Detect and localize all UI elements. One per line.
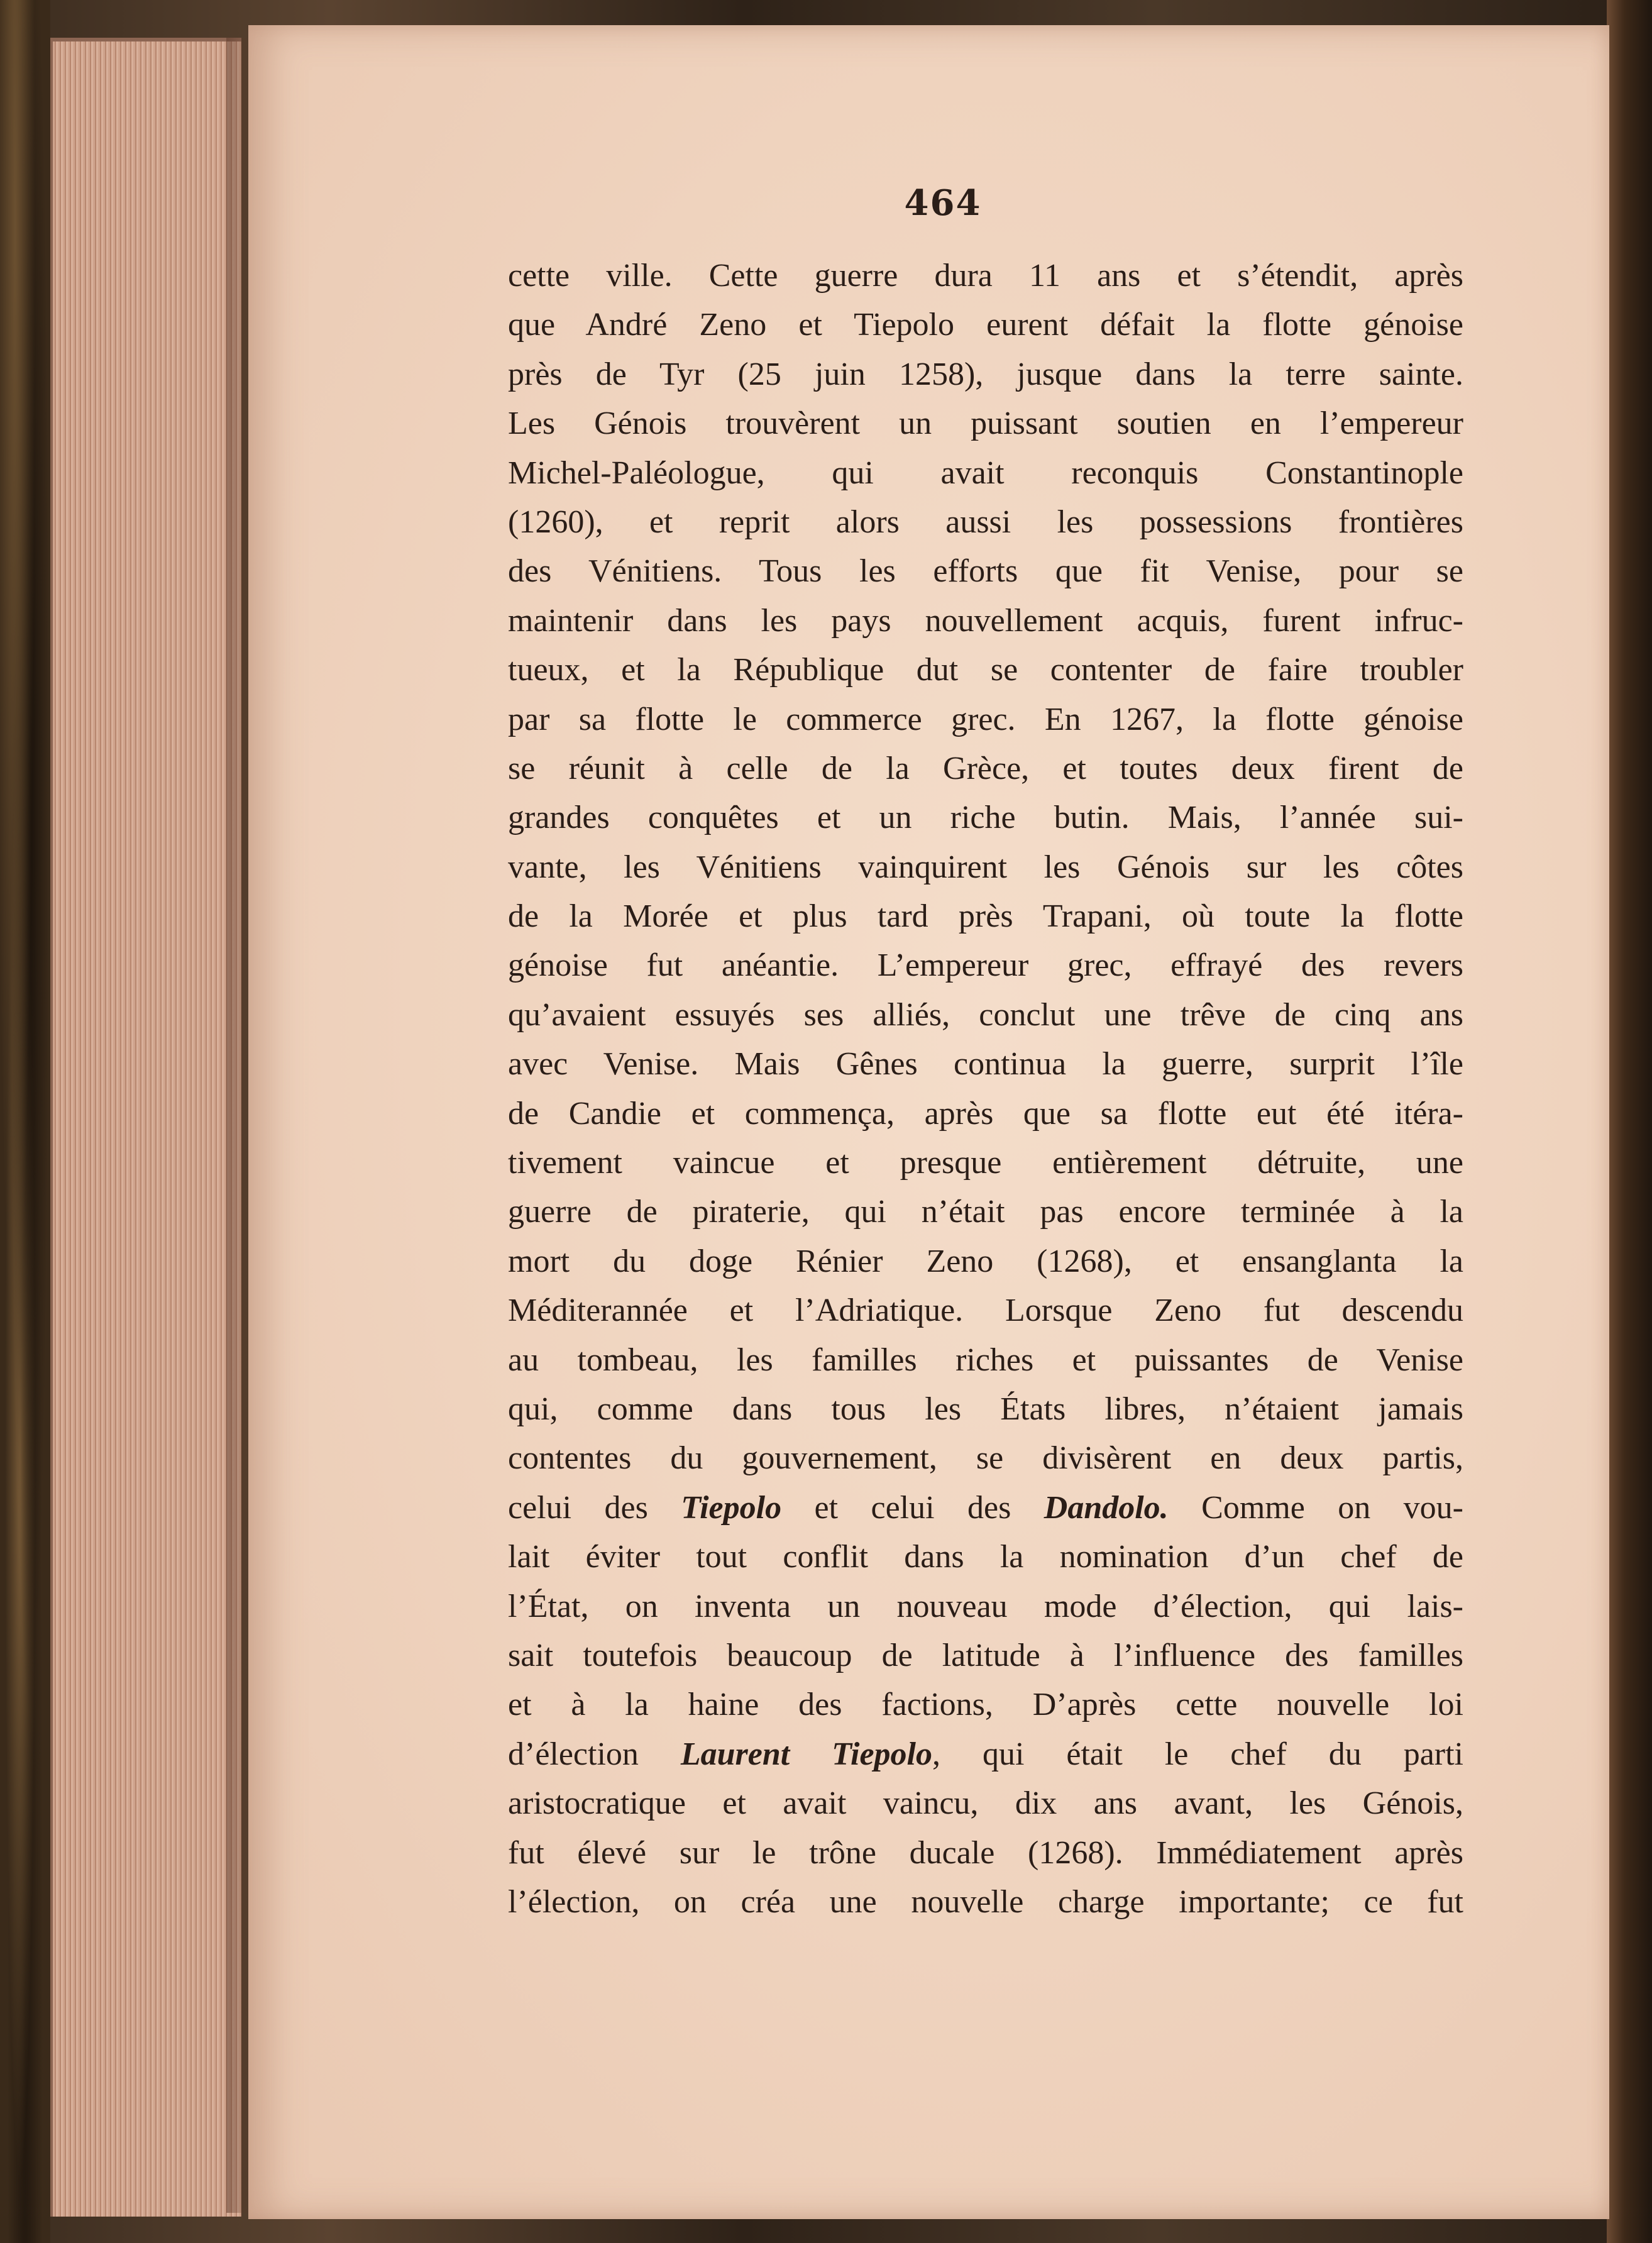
text-line: Méditerannée et l’Adriatique. Lorsque Zeno fut descendu bbox=[508, 1292, 1463, 1329]
italic-name: Tiepolo bbox=[681, 1489, 782, 1526]
text-line: (1260), et reprit alors aussi les possessions frontières bbox=[508, 504, 1463, 540]
text-line: près de Tyr (25 juin 1258), jusque dans la terre sainte. bbox=[508, 356, 1463, 392]
text-line-with-italics bbox=[508, 1730, 1463, 1779]
text-line: génoise fut anéantie. L’empereur grec, effrayé des revers bbox=[508, 947, 1463, 984]
page-edges-shadow bbox=[226, 38, 251, 2213]
italic-name: Dandolo. bbox=[1044, 1489, 1169, 1526]
page-edges bbox=[50, 38, 241, 2217]
text-line: Michel-Paléologue, qui avait reconquis Constantinople bbox=[508, 455, 1463, 491]
line-segment: celui des bbox=[508, 1489, 681, 1526]
text-line: cette ville. Cette guerre dura 11 ans et s’étendit, après bbox=[508, 258, 1463, 294]
line-segment: , qui était le chef du parti bbox=[932, 1736, 1463, 1772]
text-line: mort du doge Rénier Zeno (1268), et ensanglanta la bbox=[508, 1243, 1463, 1279]
text-line: l’élection, on créa une nouvelle charge importante; ce fut bbox=[508, 1883, 1463, 1920]
line-segment: Comme on vou- bbox=[1168, 1489, 1463, 1526]
text-line: des Vénitiens. Tous les efforts que fit Venise, pour se bbox=[508, 553, 1463, 590]
line-segment: d’élection bbox=[508, 1736, 681, 1772]
text-line: contentes du gouvernement, se divisèrent en deux partis, bbox=[508, 1440, 1463, 1477]
book-cover-right bbox=[1607, 0, 1652, 2243]
text-line: au tombeau, les familles riches et puissantes de Venise bbox=[508, 1342, 1463, 1378]
line-segment: et celui des bbox=[781, 1489, 1044, 1526]
text-line: Les Génois trouvèrent un puissant soutien en l’empereur bbox=[508, 405, 1463, 442]
page-number: 464 bbox=[904, 182, 982, 224]
text-line-with-italics bbox=[508, 1484, 1463, 1533]
text-line: guerre de piraterie, qui n’était pas encore terminée à la bbox=[508, 1194, 1463, 1230]
book-cover-left bbox=[0, 0, 50, 2243]
text-line: maintenir dans les pays nouvellement acquis, furent infruc- bbox=[508, 602, 1463, 639]
text-line: avec Venise. Mais Gênes continua la guerre, surprit l’île bbox=[508, 1046, 1463, 1083]
text-line: grandes conquêtes et un riche butin. Mais, l’année sui- bbox=[508, 800, 1463, 836]
text-line: et à la haine des factions, D’après cette nouvelle loi bbox=[508, 1687, 1463, 1723]
text-line: vante, les Vénitiens vainquirent les Génois sur les côtes bbox=[508, 849, 1463, 885]
text-line: fut élevé sur le trône ducale (1268). Immédiatement après bbox=[508, 1834, 1463, 1871]
text-line: de la Morée et plus tard près Trapani, où toute la flotte bbox=[508, 898, 1463, 935]
text-line: se réunit à celle de la Grèce, et toutes deux firent de bbox=[508, 750, 1463, 786]
text-line: qu’avaient essuyés ses alliés, conclut une trêve de cinq ans bbox=[508, 996, 1463, 1033]
text-line: aristocratique et avait vaincu, dix ans avant, les Génois, bbox=[508, 1785, 1463, 1822]
text-line: lait éviter tout conflit dans la nomination d’un chef de bbox=[508, 1539, 1463, 1575]
text-line: que André Zeno et Tiepolo eurent défait la flotte génoise bbox=[508, 307, 1463, 343]
text-line: tueux, et la République dut se contenter de faire troubler bbox=[508, 652, 1463, 688]
body-text bbox=[508, 251, 1463, 1927]
text-line: qui, comme dans tous les États libres, n’étaient jamais bbox=[508, 1391, 1463, 1427]
italic-name: Laurent Tiepolo bbox=[680, 1736, 932, 1772]
text-line: l’État, on inventa un nouveau mode d’élection, qui lais- bbox=[508, 1588, 1463, 1624]
text-line: sait toutefois beaucoup de latitude à l’influence des familles bbox=[508, 1637, 1463, 1673]
text-line: de Candie et commença, après que sa flotte eut été itéra- bbox=[508, 1095, 1463, 1132]
text-line: tivement vaincue et presque entièrement détruite, une bbox=[508, 1145, 1463, 1181]
text-line: par sa flotte le commerce grec. En 1267, la flotte génoise bbox=[508, 701, 1463, 737]
